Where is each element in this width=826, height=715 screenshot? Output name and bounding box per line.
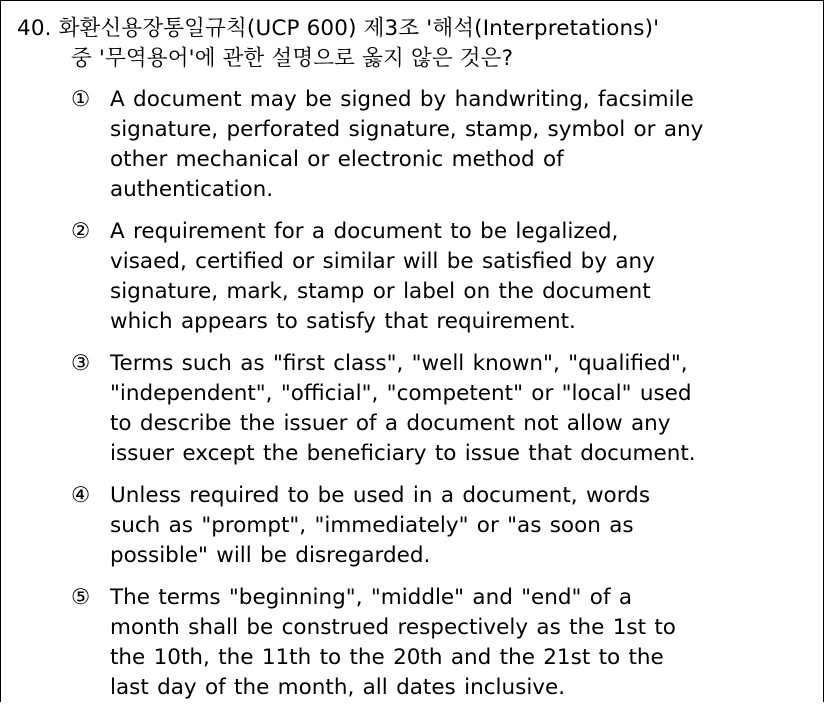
option-text-line: Unless required to be used in a document, words — [110, 483, 651, 508]
option-text-line: month shall be construed respectively as the 1st to — [110, 615, 676, 640]
answer-options — [1, 85, 826, 715]
option-text-line: issuer except the beneficiary to issue that document. — [110, 441, 696, 466]
option-text-line: such as "prompt", "immediately" or "as soon as — [110, 513, 634, 538]
option-text-line: the 10th, the 11th to the 20th and the 21st to the — [110, 645, 664, 670]
question-line-2 — [17, 44, 807, 74]
question-stem — [17, 14, 807, 74]
option-text-line: Terms such as "first class", "well known", "qualified", — [110, 351, 688, 376]
option-text — [110, 349, 770, 469]
answer-option-2[interactable] — [1, 217, 826, 337]
option-text-line: The terms "beginning", "middle" and "end" of a — [110, 585, 633, 610]
option-marker: ② — [71, 219, 91, 244]
option-marker: ⑤ — [71, 585, 91, 610]
answer-option-3[interactable] — [1, 349, 826, 469]
question-number: 40. — [17, 16, 52, 41]
option-marker: ① — [71, 87, 91, 112]
option-text-line: possible" will be disregarded. — [110, 543, 431, 568]
option-text-line: signature, mark, stamp or label on the document — [110, 279, 651, 304]
option-text-line: A requirement for a document to be legalized, — [110, 219, 619, 244]
question-text-line-1: 화환신용장통일규칙(UCP 600) 제3조 '해석(Interpretations)' — [58, 16, 660, 41]
answer-option-1[interactable] — [1, 85, 826, 205]
option-text-line: signature, perforated signature, stamp, symbol or any — [110, 117, 704, 142]
option-text — [110, 481, 770, 571]
option-text — [110, 583, 770, 703]
question-text-line-2: 중 '무역용어'에 관한 설명으로 옳지 않은 것은? — [71, 46, 514, 71]
option-text — [110, 85, 770, 205]
option-marker: ④ — [71, 483, 91, 508]
answer-option-4[interactable] — [1, 481, 826, 571]
option-text-line: last day of the month, all dates inclusive. — [110, 675, 566, 700]
answer-option-5[interactable] — [1, 583, 826, 703]
option-text-line: "independent", "official", "competent" or "local" used — [110, 381, 692, 406]
option-text-line: A document may be signed by handwriting, facsimile — [110, 87, 694, 112]
option-text-line: visaed, certified or similar will be satisfied by any — [110, 249, 655, 274]
option-marker: ③ — [71, 351, 91, 376]
option-text-line: authentication. — [110, 177, 274, 202]
option-text — [110, 217, 770, 337]
option-text-line: which appears to satisfy that requirement. — [110, 309, 576, 334]
option-text-line: to describe the issuer of a document not allow any — [110, 411, 671, 436]
option-text-line: other mechanical or electronic method of — [110, 147, 564, 172]
question-line-1 — [17, 14, 807, 44]
